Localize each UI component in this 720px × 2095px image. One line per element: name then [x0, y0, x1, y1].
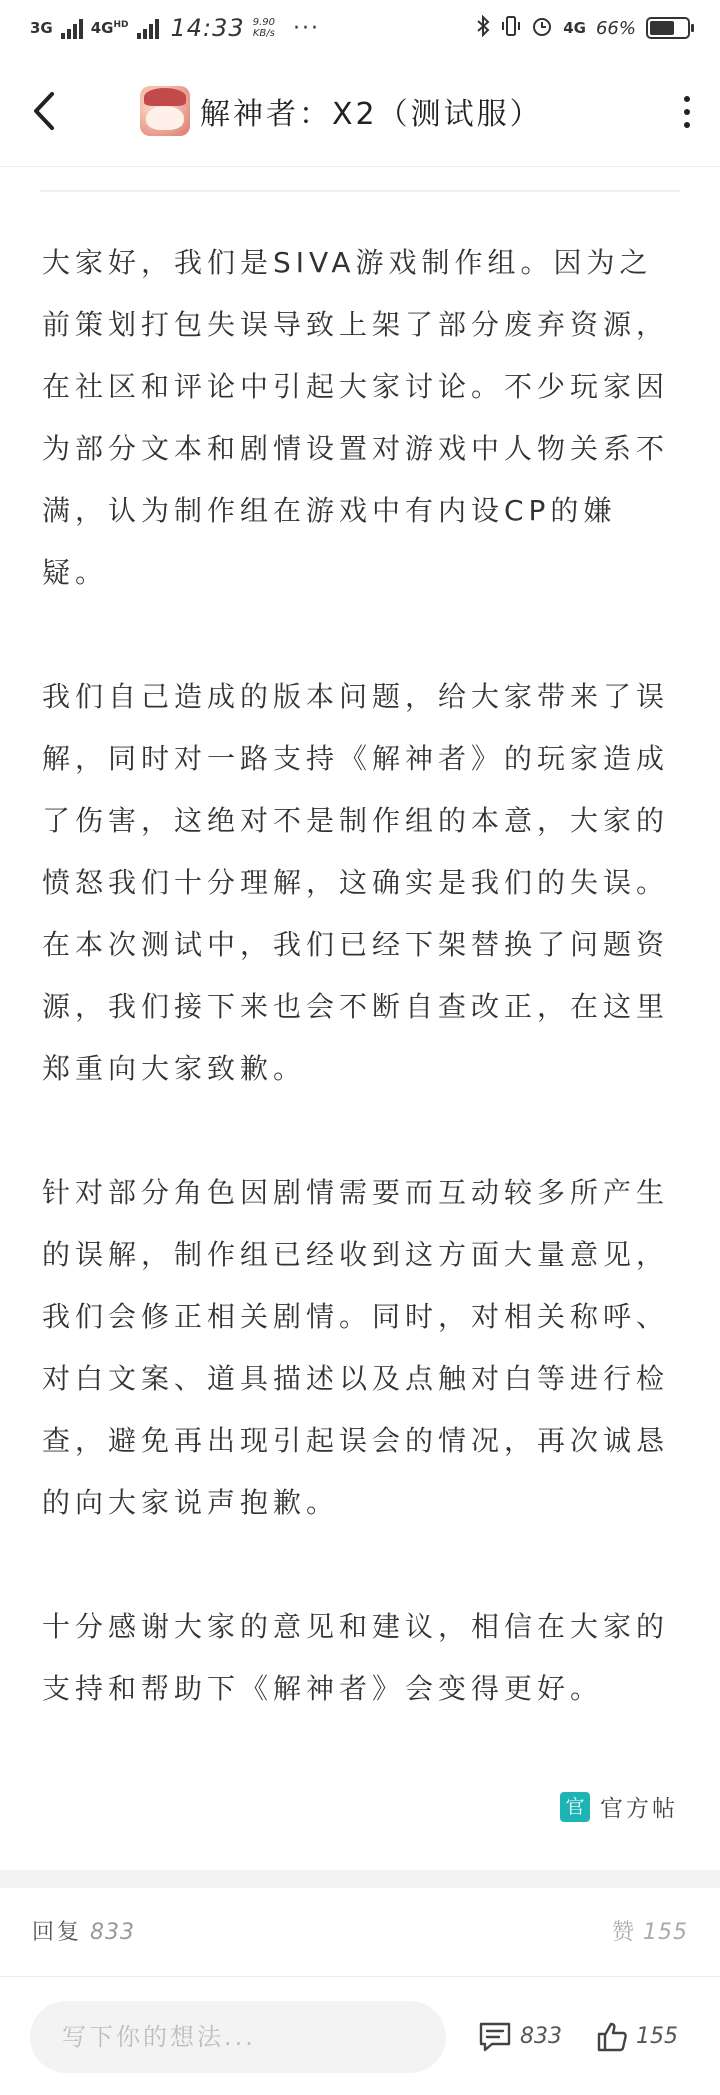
- network-4g-text: 4G: [90, 18, 114, 37]
- status-left: [30, 14, 320, 42]
- article-paragraph: 大家好，我们是SIVA游戏制作组。因为之前策划打包失误导致上架了部分废弃资源，在社区和评论中引起大家讨论。不少玩家因为部分文本和剧情设置对游戏中人物关系不满，认为制作组在游戏中有内设CP的嫌疑。: [42, 246, 670, 589]
- network-speed: [253, 17, 275, 39]
- header-title-group[interactable]: [140, 86, 543, 136]
- battery-fill: [650, 21, 674, 35]
- like-count-bottom: 155: [636, 2024, 678, 2049]
- like-button[interactable]: [596, 2021, 678, 2053]
- header-divider: [0, 166, 720, 167]
- like-count-tab[interactable]: [612, 1915, 688, 1946]
- alarm-icon: [531, 15, 553, 42]
- page-title: 解神者：X2（测试服）: [200, 97, 543, 132]
- article-paragraph: 十分感谢大家的意见和建议，相信在大家的支持和帮助下《解神者》会变得更好。: [42, 1610, 670, 1705]
- more-dot-icon: [684, 109, 690, 115]
- thumbs-up-icon: [596, 2021, 628, 2053]
- reply-label: 回复: [32, 1919, 83, 1945]
- post-article: [42, 232, 682, 1782]
- like-count: 155: [643, 1919, 688, 1945]
- content-divider: [40, 190, 680, 192]
- bluetooth-icon: [475, 15, 491, 42]
- more-dot-icon: [684, 96, 690, 102]
- chevron-left-icon: [26, 88, 66, 134]
- network-speed-value: 9.90: [252, 17, 275, 28]
- official-post-tag: [560, 1790, 678, 1823]
- more-options-button[interactable]: [682, 96, 692, 128]
- network-4g-label: [90, 18, 129, 37]
- comment-input[interactable]: [30, 2001, 446, 2073]
- back-button[interactable]: [26, 88, 66, 134]
- app-header: [0, 56, 720, 166]
- bottom-divider: [0, 1976, 720, 1977]
- status-time: 14:33: [170, 14, 245, 42]
- comment-count: 833: [520, 2024, 562, 2049]
- post-stats-row: [0, 1888, 720, 1972]
- status-bar: [0, 0, 720, 56]
- network-4g-label-2: 4G: [563, 18, 586, 37]
- game-avatar: [140, 86, 190, 136]
- reply-count-tab[interactable]: [32, 1915, 135, 1946]
- official-post-label: 官方帖: [600, 1796, 678, 1822]
- battery-icon: [646, 17, 690, 39]
- network-speed-unit: KB/s: [252, 28, 275, 39]
- signal-icon: [61, 17, 83, 39]
- signal-icon-2: [137, 17, 159, 39]
- bottom-action-bar: [0, 1978, 720, 2095]
- vibrate-icon: [501, 15, 521, 42]
- status-more-dots: ···: [292, 15, 320, 41]
- article-paragraph: 我们自己造成的版本问题，给大家带来了误解，同时对一路支持《解神者》的玩家造成了伤害，这绝对不是制作组的本意，大家的愤怒我们十分理解，这确实是我们的失误。在本次测试中，我们已经下架替换了问题资源，我们接下来也会不断自查改正，在这里郑重向大家致歉。: [42, 680, 670, 1085]
- more-dot-icon: [684, 122, 690, 128]
- battery-percent: 66%: [595, 17, 636, 39]
- official-badge-icon: 官: [560, 1792, 590, 1822]
- like-label: 赞: [611, 1919, 637, 1945]
- article-paragraph: 针对部分角色因剧情需要而互动较多所产生的误解，制作组已经收到这方面大量意见，我们会修正相关剧情。同时，对相关称呼、对白文案、道具描述以及点触对白等进行检查，避免再出现引起误会的情况，再次诚恳的向大家说声抱歉。: [42, 1176, 670, 1519]
- network-hd-sup: HD: [113, 19, 129, 30]
- status-right: [475, 15, 690, 42]
- comment-button[interactable]: [478, 2021, 562, 2053]
- reply-count: 833: [90, 1919, 136, 1945]
- section-separator: [0, 1870, 720, 1888]
- network-3g-label: 3G: [30, 18, 53, 37]
- comment-icon: [478, 2021, 512, 2053]
